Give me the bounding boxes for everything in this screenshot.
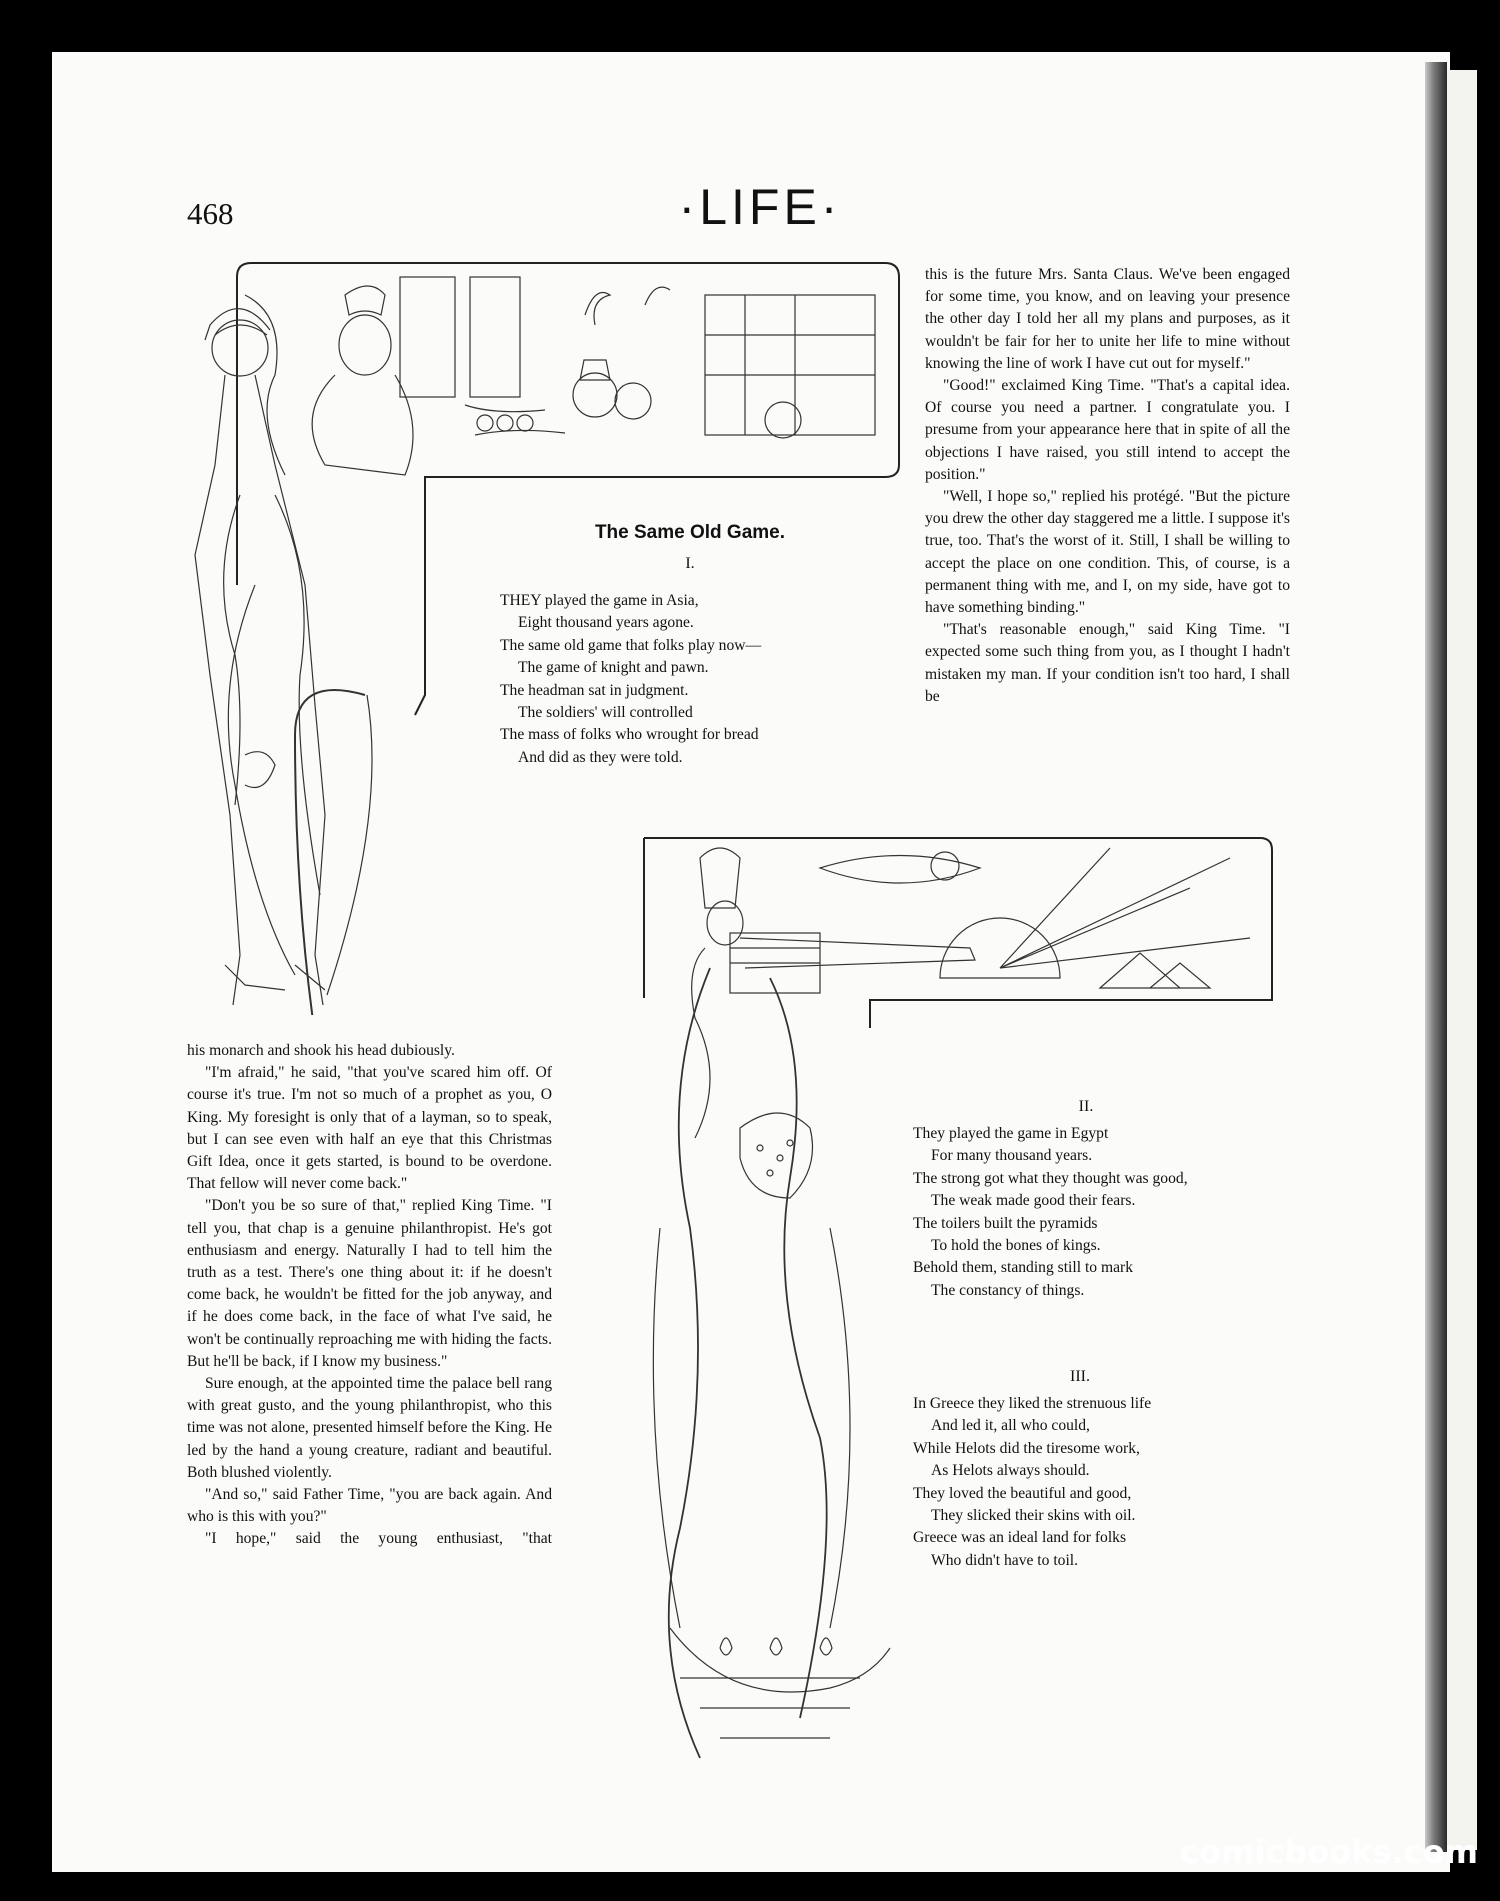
story-paragraph: "I hope," said the young enthusiast, "that <box>205 1530 552 1548</box>
poem-line: And did as they were told. <box>518 748 683 766</box>
stanza-2 <box>913 1123 1273 1302</box>
poem-line: The constancy of things. <box>931 1281 1085 1299</box>
story-paragraph: this is the future Mrs. Santa Claus. We've been engaged for some time, you know, and on leaving your presence the other day I told her all my plans and purposes, as it wouldn't be fair for her to unite her life to mine without knowing the line of work I have cut out for myself." <box>925 266 1290 372</box>
book-spine-shadow <box>1425 62 1447 1852</box>
poem-line: The mass of folks who wrought for bread <box>500 726 759 744</box>
facing-page-edge <box>1447 70 1477 1850</box>
stanza-numeral-2: II. <box>1078 1098 1094 1115</box>
poem-line: THEY played the game in Asia, <box>500 592 699 609</box>
stanza-numeral-3: III. <box>1070 1368 1090 1385</box>
story-paragraph: "Well, I hope so," replied his protégé. "But the picture you drew the other day staggered me a little. I suppose it's true, too. That's the worst of it. Still, I shall be willing to accept the place on one condition. This, of course, is a permanent thing with me, and I, on my side, have got to have something binding." <box>925 488 1290 617</box>
poem-line: The soldiers' will controlled <box>518 704 693 722</box>
poem-line: They loved the beautiful and good, <box>913 1484 1132 1502</box>
poem-line: They slicked their skins with oil. <box>931 1507 1136 1525</box>
poem-line: While Helots did the tiresome work, <box>913 1439 1140 1457</box>
story-paragraph: "Don't you be so sure of that," replied King Time. "I tell you, that chap is a genuine philanthropist. He's got enthusiasm and energy. Naturally I had to tell him the truth as a test. There's one thing about it: if he doesn't come back, he wouldn't be fitted for the job anyway, and if he does come back, in the face of what I've said, he won't be continually reproaching me with hiding the facts. But he'll be back, if I know my business." <box>187 1197 552 1370</box>
poem-line: They played the game in Egypt <box>913 1125 1109 1142</box>
stanza-3 <box>913 1393 1293 1572</box>
poem-line: Behold them, standing still to mark <box>913 1259 1134 1277</box>
poem-line: The headman sat in judgment. <box>500 681 689 699</box>
poem-line: To hold the bones of kings. <box>931 1237 1101 1255</box>
egypt-pharaoh-illustration <box>630 828 1280 1788</box>
masthead-life: ·LIFE· <box>678 179 842 235</box>
stanza-numeral-1: I. <box>685 555 695 572</box>
poem-line: The game of knight and pawn. <box>518 659 709 677</box>
story-paragraph: "Good!" exclaimed King Time. "That's a capital idea. Of course you need a partner. I congratulate you. I presume from your appearance here that in spite of all the objections I have raised, you still intend to accept the position." <box>925 377 1290 483</box>
poem-line: The weak made good their fears. <box>931 1192 1136 1210</box>
page-number: 468 <box>187 196 234 231</box>
poem-line: For many thousand years. <box>931 1147 1093 1165</box>
story-paragraph: his monarch and shook his head dubiously. <box>187 1042 455 1059</box>
poem-line: In Greece they liked the strenuous life <box>913 1395 1152 1412</box>
story-paragraph: Sure enough, at the appointed time the palace bell rang with great gusto, and the young philanthropist, who this time was not alone, presented himself before the King. He led by the hand a young creature, radiant and beautiful. Both blushed violently. <box>187 1375 552 1481</box>
poem-line: Who didn't have to toil. <box>931 1551 1079 1569</box>
poem-line: And led it, all who could, <box>931 1417 1090 1435</box>
poem-line: The same old game that folks play now— <box>500 636 762 654</box>
stanza-1 <box>500 590 860 769</box>
story-paragraph: "That's reasonable enough," said King Time. "I expected some such thing from you, as I thought I hadn't mistaken my man. If your condition isn't too hard, I shall be <box>925 621 1290 705</box>
story-column-left <box>187 1040 552 1551</box>
story-paragraph: "And so," said Father Time, "you are back again. And who is this with you?" <box>187 1486 552 1526</box>
poem-line: Eight thousand years agone. <box>518 614 694 632</box>
poem-line: The strong got what they thought was good, <box>913 1169 1188 1187</box>
story-column-right <box>925 264 1290 708</box>
poem-line: Greece was an ideal land for folks <box>913 1529 1127 1547</box>
poem-line: As Helots always should. <box>931 1462 1090 1480</box>
watermark: comicbooks.com <box>1180 1833 1478 1871</box>
poem-title: The Same Old Game. <box>594 522 786 543</box>
story-paragraph: "I'm afraid," he said, "that you've scared him off. Of course it's true. I'm not so much of a prophet as you, O King. My foresight is only that of a layman, so to speak, but I can see even with half an eye that this Christmas Gift Idea, once it gets started, is bound to be overdone. That fellow will never come back." <box>187 1064 552 1193</box>
poem-line: The toilers built the pyramids <box>913 1214 1098 1232</box>
